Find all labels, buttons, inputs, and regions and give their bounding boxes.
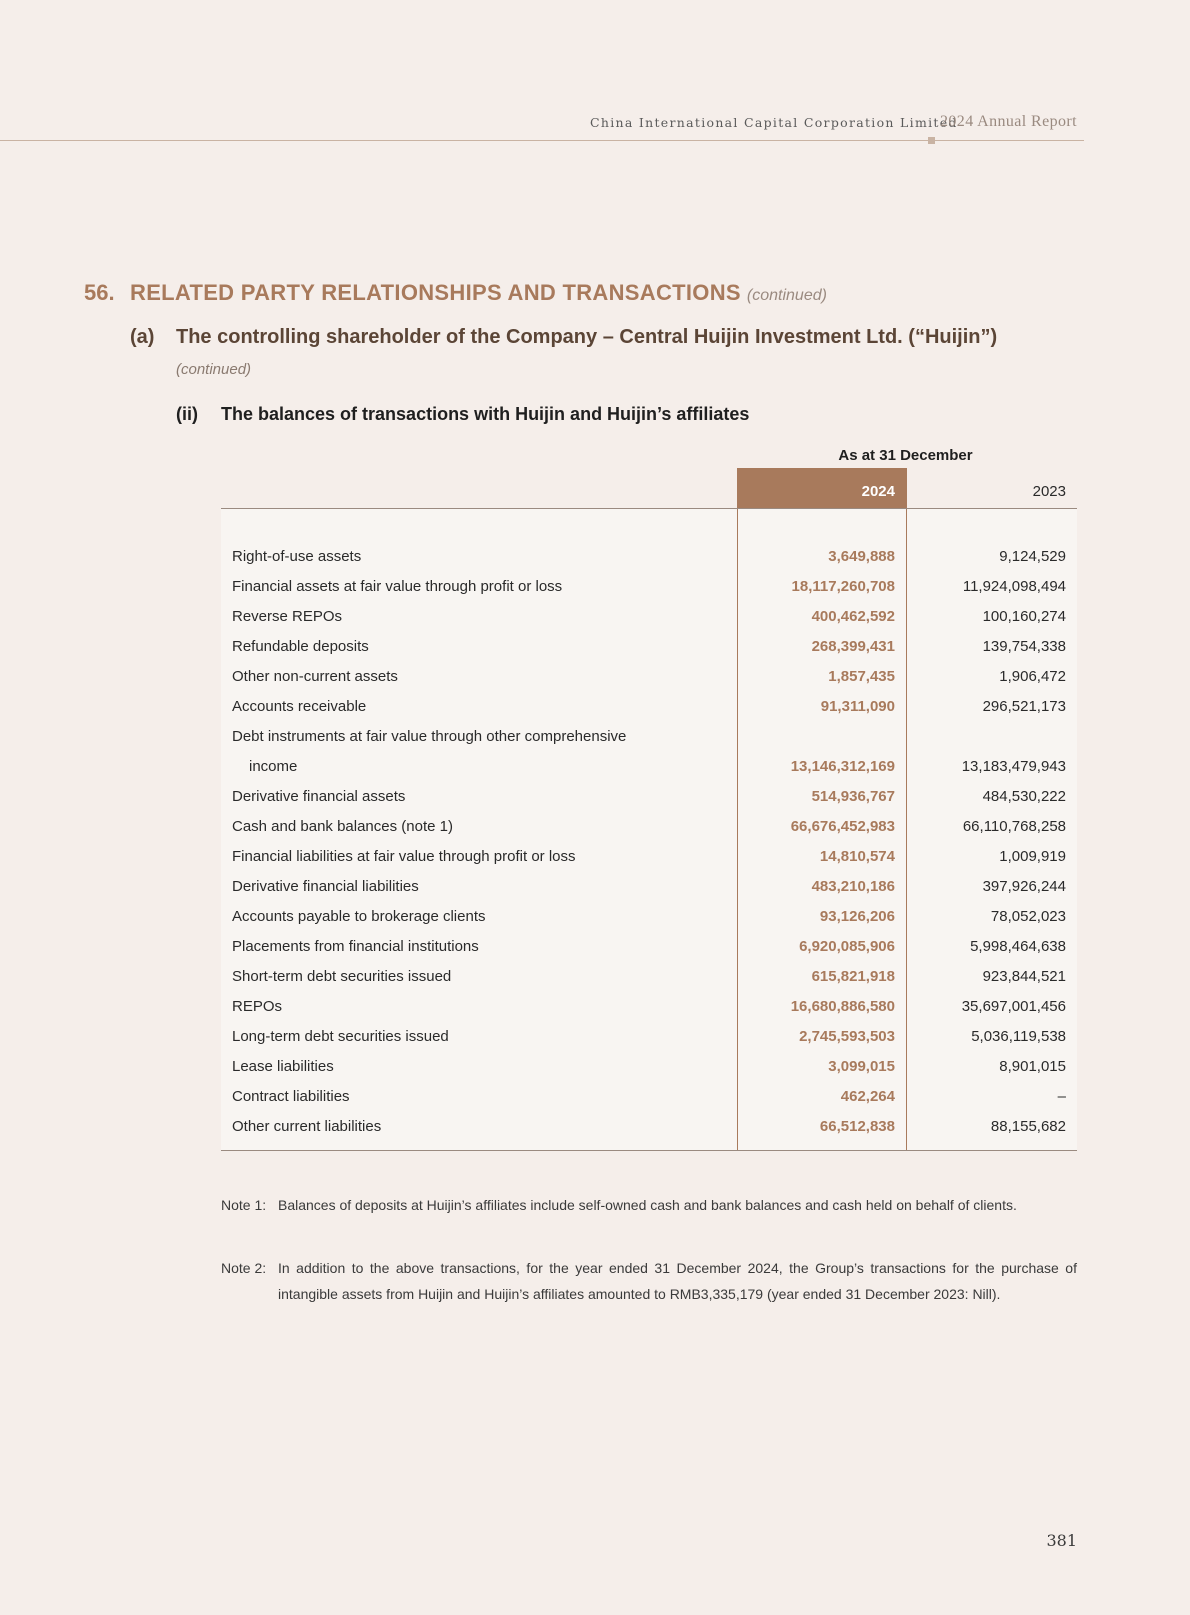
row-label: Debt instruments at fair value through other comprehensive xyxy=(232,728,627,745)
note-1-label: Note 1: xyxy=(221,1197,267,1213)
table-row xyxy=(221,601,1077,631)
header-marker xyxy=(928,137,935,144)
table-row xyxy=(221,541,1077,571)
note-2-label: Note 2: xyxy=(221,1260,267,1276)
value-2024: 6,920,085,906 xyxy=(799,938,895,955)
value-2024: 13,146,312,169 xyxy=(790,758,895,775)
row-label-continuation: income xyxy=(249,758,298,775)
row-label: Right-of-use assets xyxy=(232,548,362,565)
table-row xyxy=(221,571,1077,601)
current-year-label: 2024 xyxy=(861,483,895,500)
row-label: Accounts payable to brokerage clients xyxy=(232,908,486,925)
section-number: 56. xyxy=(84,280,115,305)
header-company-name: China International Capital Corporation Limited xyxy=(590,115,958,130)
value-2024: 91,311,090 xyxy=(820,698,895,715)
section-title xyxy=(130,280,827,306)
value-2023: 139,754,338 xyxy=(982,638,1066,655)
value-2023: 5,036,119,538 xyxy=(971,1028,1066,1045)
value-2024: 66,512,838 xyxy=(819,1118,895,1135)
header-rule xyxy=(0,140,1084,141)
value-2024: 483,210,186 xyxy=(811,878,895,895)
table-row xyxy=(221,931,1077,961)
value-2024: 615,821,918 xyxy=(811,968,895,985)
header-report-title: 2024 Annual Report xyxy=(940,113,1077,130)
value-2024: 2,745,593,503 xyxy=(799,1028,895,1045)
table-row xyxy=(221,1111,1077,1141)
value-2024: 18,117,260,708 xyxy=(791,578,895,595)
value-2023: 397,926,244 xyxy=(982,878,1066,895)
row-label: Long-term debt securities issued xyxy=(232,1028,449,1045)
table-row xyxy=(221,991,1077,1021)
subsection-a-label: (a) xyxy=(130,326,155,348)
section-continued: (continued) xyxy=(746,287,827,304)
value-2024: 66,676,452,983 xyxy=(790,818,895,835)
table-row xyxy=(221,631,1077,661)
value-2024: 462,264 xyxy=(840,1088,895,1105)
table-row xyxy=(221,841,1077,871)
row-label: Other non-current assets xyxy=(232,668,398,685)
note-2 xyxy=(221,1255,1077,1307)
value-2023: 78,052,023 xyxy=(990,908,1066,925)
table-bottom-rule xyxy=(221,1150,1077,1151)
value-2023: 100,160,274 xyxy=(982,608,1066,625)
value-2023: 1,906,472 xyxy=(999,668,1066,685)
row-label: Contract liabilities xyxy=(232,1088,350,1105)
value-2023: 1,009,919 xyxy=(999,848,1066,865)
row-label: Other current liabilities xyxy=(232,1118,382,1135)
value-2023: – xyxy=(1057,1088,1066,1105)
row-label: Accounts receivable xyxy=(232,698,367,715)
table-row xyxy=(221,901,1077,931)
note-2-text: In addition to the above transactions, for the year ended 31 December 2024, the Group’s transactions for the purchase of intangible assets from Huijin and Huijin’s affiliates amounted to RMB3,335,179 (year ended 31 December 2023: Nill). xyxy=(278,1260,1077,1302)
value-2023: 296,521,173 xyxy=(982,698,1066,715)
value-2024: 400,462,592 xyxy=(811,608,895,625)
value-2023: 8,901,015 xyxy=(999,1058,1066,1075)
value-2023: 9,124,529 xyxy=(999,548,1066,565)
table-row xyxy=(221,1021,1077,1051)
table-row xyxy=(221,1081,1077,1111)
value-2023: 5,998,464,638 xyxy=(970,938,1066,955)
value-2024: 3,099,015 xyxy=(828,1058,895,1075)
value-2023: 88,155,682 xyxy=(990,1118,1066,1135)
value-2024: 268,399,431 xyxy=(811,638,895,655)
row-label: Financial assets at fair value through profit or loss xyxy=(232,578,563,595)
value-2024: 14,810,574 xyxy=(819,848,895,865)
table-row xyxy=(221,1051,1077,1081)
row-label: Lease liabilities xyxy=(232,1058,334,1075)
subsection-a-continued: (continued) xyxy=(176,361,252,378)
row-label: Refundable deposits xyxy=(232,638,369,655)
row-label: Cash and bank balances (note 1) xyxy=(232,818,453,835)
subsection-a-title: The controlling shareholder of the Company – Central Huijin Investment Ltd. (“Huijin”) xyxy=(176,326,998,348)
table-row xyxy=(221,811,1077,841)
subsection-ii-title: The balances of transactions with Huijin and Huijin’s affiliates xyxy=(221,404,750,424)
note-1-text: Balances of deposits at Huijin’s affiliates include self-owned cash and bank balances and cash held on behalf of clients. xyxy=(278,1197,1017,1213)
table-row xyxy=(221,781,1077,811)
value-2023: 484,530,222 xyxy=(982,788,1066,805)
prior-year-label: 2023 xyxy=(1032,483,1066,500)
value-2023: 66,110,768,258 xyxy=(962,818,1066,835)
table-row xyxy=(221,961,1077,991)
value-2024: 514,936,767 xyxy=(811,788,895,805)
table-row xyxy=(221,721,1077,775)
section-title-text: RELATED PARTY RELATIONSHIPS AND TRANSACTIONS xyxy=(130,280,741,305)
value-2023: 13,183,479,943 xyxy=(961,758,1066,775)
row-label: Derivative financial assets xyxy=(232,788,406,805)
value-2023: 11,924,098,494 xyxy=(962,578,1066,595)
value-2023: 923,844,521 xyxy=(982,968,1066,985)
value-2024: 3,649,888 xyxy=(828,548,895,565)
row-label: Derivative financial liabilities xyxy=(232,878,419,895)
note-1 xyxy=(221,1192,1077,1218)
value-2024: 93,126,206 xyxy=(819,908,895,925)
row-label: REPOs xyxy=(232,998,283,1015)
value-2024: 1,857,435 xyxy=(828,668,895,685)
table-row xyxy=(221,661,1077,691)
row-label: Reverse REPOs xyxy=(232,608,343,625)
page-number: 381 xyxy=(1046,1531,1077,1550)
value-2024: 16,680,886,580 xyxy=(790,998,895,1015)
value-2023: 35,697,001,456 xyxy=(961,998,1066,1015)
row-label: Placements from financial institutions xyxy=(232,938,479,955)
table-period-header: As at 31 December xyxy=(838,447,973,464)
subsection-ii-label: (ii) xyxy=(176,404,198,424)
table-row xyxy=(221,871,1077,901)
row-label: Financial liabilities at fair value through profit or loss xyxy=(232,848,576,865)
table-row xyxy=(221,691,1077,721)
row-label: Short-term debt securities issued xyxy=(232,968,452,985)
